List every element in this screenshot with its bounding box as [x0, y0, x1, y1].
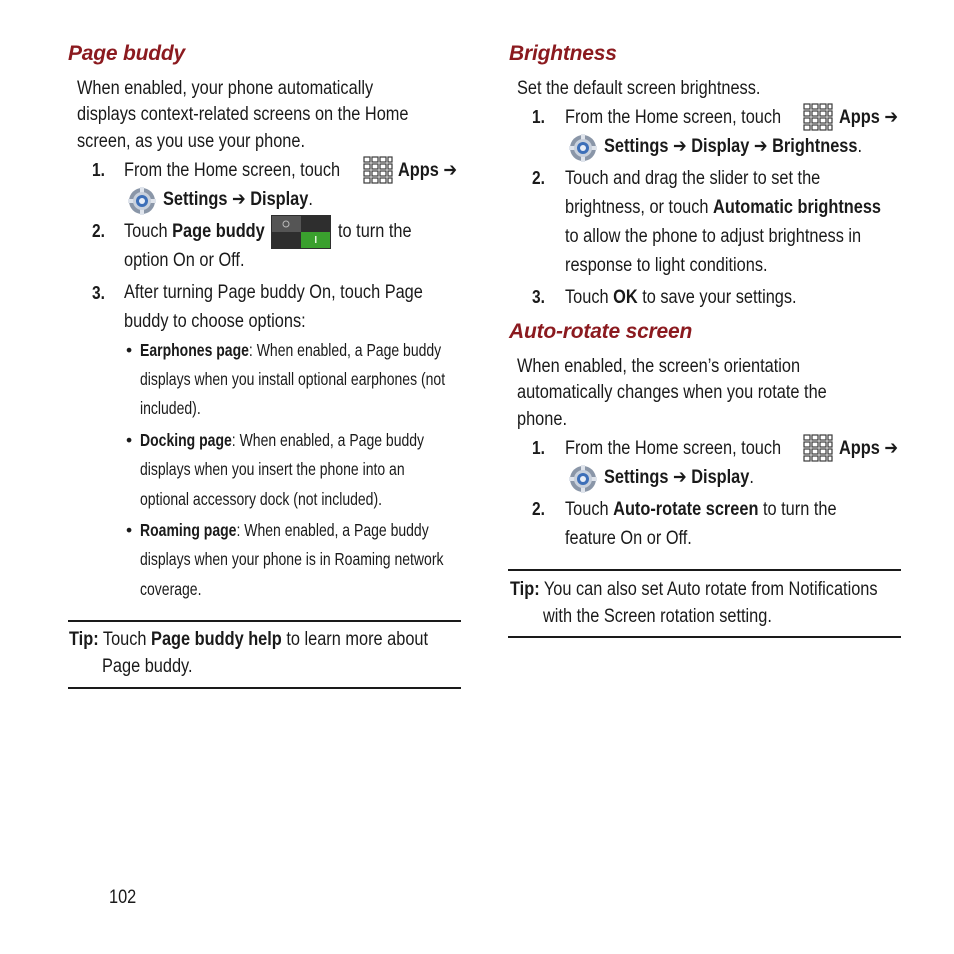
period: . [308, 189, 313, 210]
tip-top-rule [68, 620, 461, 622]
intro-line: displays context-related screens on the Home [77, 104, 409, 125]
bullet-bold: Earphones page [140, 340, 249, 360]
period: . [749, 467, 754, 488]
auto-rotate-heading: Auto-rotate screen [509, 320, 693, 343]
bullet-line [140, 340, 441, 361]
step-text-post: to turn the [338, 221, 412, 242]
step-number: 1. [92, 160, 105, 180]
step-text-bold: Auto-rotate screen [613, 499, 759, 520]
bullet-text: displays when your phone is in Roaming network [140, 549, 444, 569]
intro-line: automatically changes when you rotate the [517, 382, 827, 403]
apps-label: Apps ➔ [398, 160, 458, 181]
settings-gear-icon [568, 133, 598, 163]
step-text [565, 195, 881, 221]
intro-line: When enabled, the screen’s orientation [517, 356, 801, 377]
step-text: From the Home screen, touch [124, 160, 341, 181]
tip-text: Page buddy. [102, 656, 193, 677]
tip-text: to learn more about [286, 629, 429, 650]
settings-path: Settings ➔ Display [604, 467, 750, 488]
step-text-bold: Page buddy [172, 221, 265, 242]
step-text-pre: Touch [124, 221, 168, 242]
tip-bottom-rule [508, 636, 901, 638]
step-text: From the Home screen, touch [565, 438, 782, 459]
step-settings-path [604, 134, 862, 160]
tip-text: Touch [102, 629, 147, 650]
bullet-text: : When enabled, a Page buddy [236, 520, 429, 540]
toggle-switch-icon [271, 215, 331, 249]
tip-text: with the Screen rotation setting. [543, 606, 772, 627]
bullet-text: : When enabled, a Page buddy [248, 340, 442, 360]
apps-icon [363, 156, 393, 186]
step-text [565, 285, 797, 311]
step-text: After turning Page buddy On, touch Page [124, 282, 423, 303]
bullet-bold: Roaming page [140, 520, 237, 540]
apps-label: Apps ➔ [839, 107, 899, 128]
page-number: 102 [109, 887, 137, 908]
bullet-dot: • [126, 340, 133, 360]
step-settings-path [163, 187, 313, 213]
tip-bottom-rule [68, 687, 461, 689]
step-text-line2: feature On or Off. [565, 528, 692, 549]
settings-path: Settings ➔ Display ➔ Brightness [604, 136, 858, 157]
page-buddy-heading: Page buddy [68, 42, 186, 65]
intro-line: phone. [517, 409, 567, 430]
bullet-dot: • [126, 430, 133, 450]
step-number: 3. [92, 283, 105, 303]
step-text-line2: option On or Off. [124, 250, 245, 271]
step-text: buddy to choose options: [124, 311, 306, 332]
step-text [565, 497, 837, 523]
tip-label: Tip: [69, 629, 99, 650]
tip-top-rule [508, 569, 901, 571]
step-text: From the Home screen, touch [565, 107, 782, 128]
tip-label: Tip: [510, 579, 540, 600]
bullet-text: coverage. [140, 579, 202, 599]
step-text: Touch and drag the slider to set the [565, 168, 821, 189]
step-number: 2. [92, 221, 105, 241]
period: . [857, 136, 863, 157]
step-text-pre: Touch [565, 287, 609, 308]
step-text-pre: Touch [565, 499, 609, 520]
brightness-intro: Set the default screen brightness. [517, 78, 761, 99]
step-number: 1. [532, 107, 545, 127]
step-text-bold: OK [613, 287, 638, 308]
intro-line: screen, as you use your phone. [77, 131, 305, 152]
bullet-text: included). [140, 398, 201, 418]
apps-icon [803, 434, 833, 464]
step-number: 2. [532, 168, 545, 188]
step-text-post: to save your settings. [642, 287, 797, 308]
bullet-dot: • [126, 520, 133, 540]
tip-line [510, 577, 878, 603]
tip-line [69, 627, 428, 653]
settings-gear-icon [568, 464, 598, 494]
step-text: to allow the phone to adjust brightness in [565, 226, 862, 247]
step-settings-path [604, 465, 754, 491]
settings-gear-icon [127, 186, 157, 216]
apps-icon [803, 103, 833, 133]
bullet-line [140, 520, 429, 541]
step-text [124, 219, 265, 245]
brightness-heading: Brightness [509, 42, 617, 65]
intro-line: When enabled, your phone automatically [77, 78, 374, 99]
apps-label: Apps ➔ [839, 438, 899, 459]
step-number: 3. [532, 287, 545, 307]
bullet-text: displays when you install optional earphones (not [140, 369, 446, 389]
bullet-bold: Docking page [140, 430, 232, 450]
bullet-text: optional accessory dock (not included). [140, 489, 383, 509]
bullet-line [140, 430, 424, 451]
step-text-post: to turn the [762, 499, 837, 520]
step-number: 2. [532, 499, 545, 519]
step-text: response to light conditions. [565, 255, 768, 276]
tip-text: You can also set Auto rotate from Notifications [543, 579, 878, 600]
tip-bold: Page buddy help [151, 629, 282, 650]
step-number: 1. [532, 438, 545, 458]
bullet-text: displays when you insert the phone into an [140, 459, 405, 479]
step-text-pre: brightness, or touch [565, 197, 709, 218]
step-text-bold: Automatic brightness [713, 197, 882, 218]
settings-path: Settings ➔ Display [163, 189, 309, 210]
bullet-text: : When enabled, a Page buddy [231, 430, 425, 450]
